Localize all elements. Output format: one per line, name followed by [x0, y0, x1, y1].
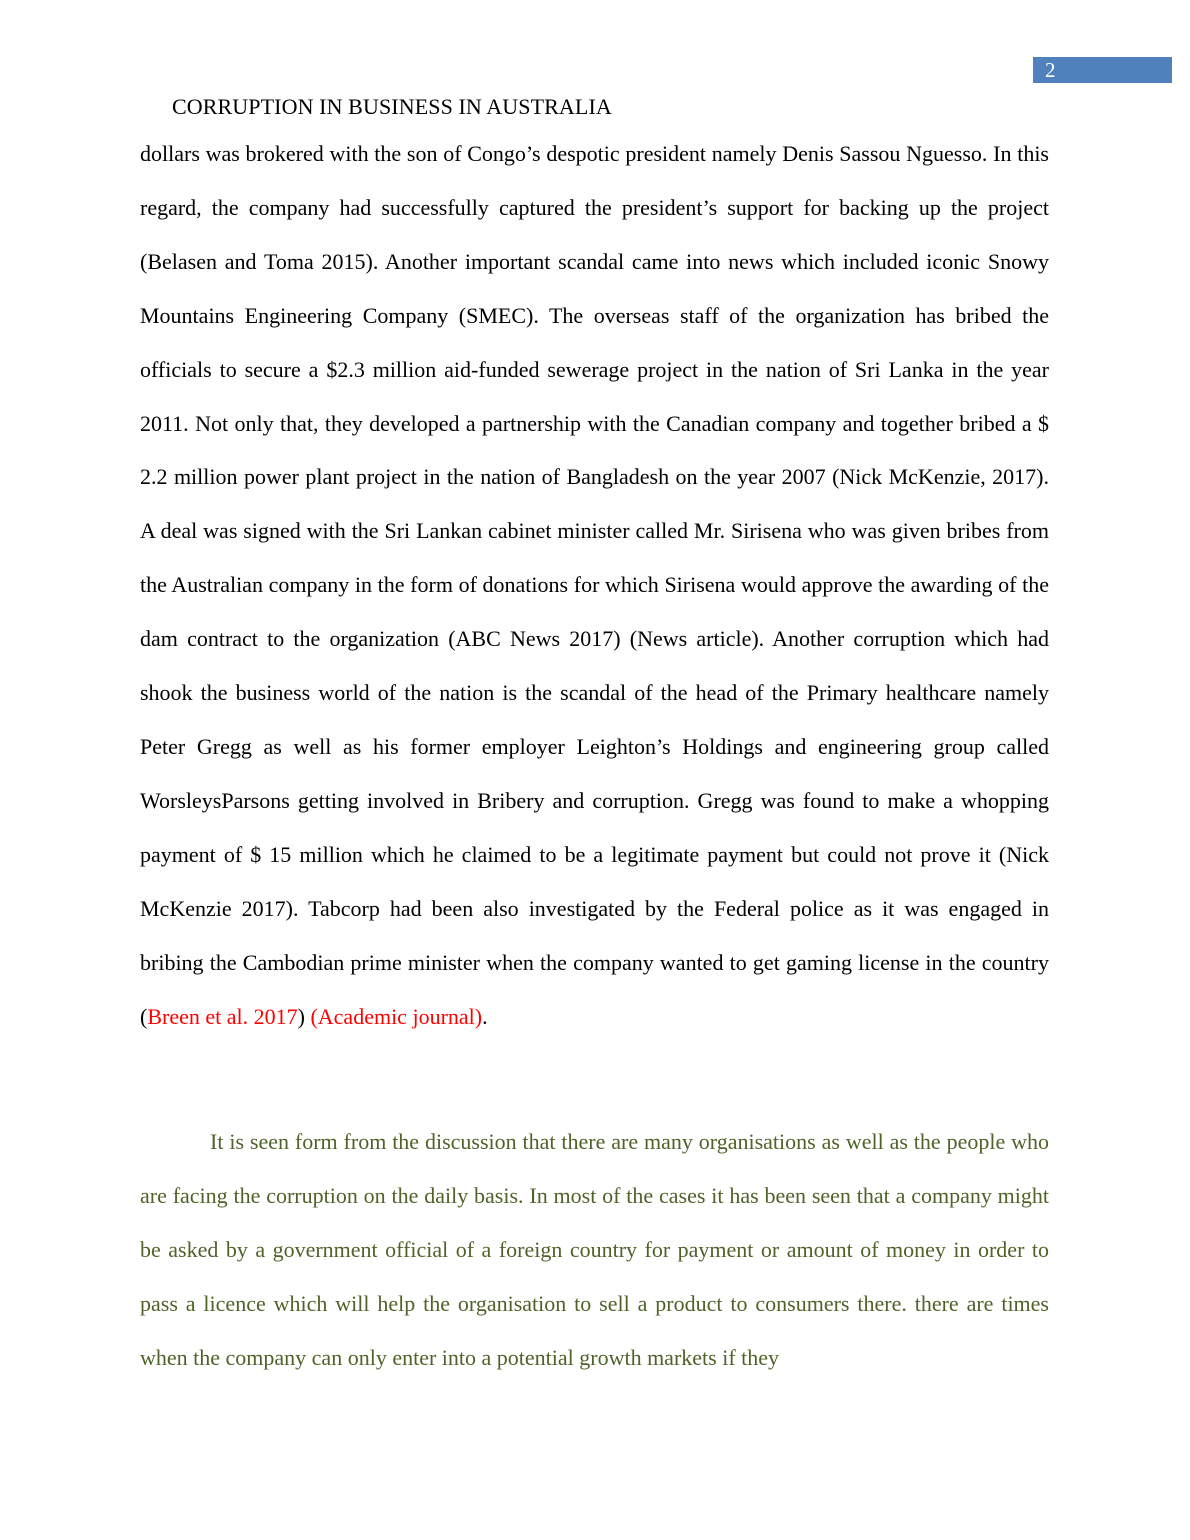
page-number: 2: [1033, 57, 1172, 83]
citation-breen: Breen et al. 2017: [147, 1003, 298, 1029]
citation-close-paren: ): [297, 1003, 311, 1029]
paragraph-1-text: dollars was brokered with the son of Congo’s despotic president namely Denis Sassou Nguesso. In this regard, the company had successfully captured the president’s support for backing up the project (Belasen and Toma 2015). Another important scandal came into news which included iconic Snowy Mountains Engineering Company (SMEC). The overseas staff of the organization has bribed the officials to secure a $2.3 million aid-funded sewerage project in the nation of Sri Lanka in the year 2011. Not only that, they developed a partnership with the Canadian company and together bribed a $ 2.2 million power plant project in the nation of Bangladesh on the year 2007 (Nick McKenzie, 2017). A deal was signed with the Sri Lankan cabinet minister called Mr. Sirisena who was given bribes from the Australian company in the form of donations for which Sirisena would approve the awarding of the dam contract to the organization (ABC News 2017) (News article). Another corruption which had shook the business world of the nation is the scandal of the head of the Primary healthcare namely Peter Gregg as well as his former employer Leighton’s Holdings and engineering group called WorsleysParsons getting involved in Bribery and corruption. Gregg was found to make a whopping payment of $ 15 million which he claimed to be a legitimate payment but could not prove it (Nick McKenzie 2017). Tabcorp had been also investigated by the Federal police as it was engaged in bribing the Cambodian prime minister when the company wanted to get gaming license in the country (: [140, 141, 1049, 1029]
running-head: CORRUPTION IN BUSINESS IN AUSTRALIA: [172, 94, 612, 119]
source-type-label: (Academic journal): [310, 1003, 483, 1029]
paragraph-1-end: .: [482, 1003, 488, 1029]
body-paragraph-2: It is seen form from the discussion that there are many organisations as well as the people who are facing the corruption on the daily basis. In most of the cases it has been seen that a company might be asked by a government official of a foreign country for payment or amount of money in order to pass a licence which will help the organisation to sell a product to consumers there. there are times when the company can only enter into a potential growth markets if they: [140, 1129, 1049, 1370]
body-paragraph-1: [140, 127, 1049, 1043]
